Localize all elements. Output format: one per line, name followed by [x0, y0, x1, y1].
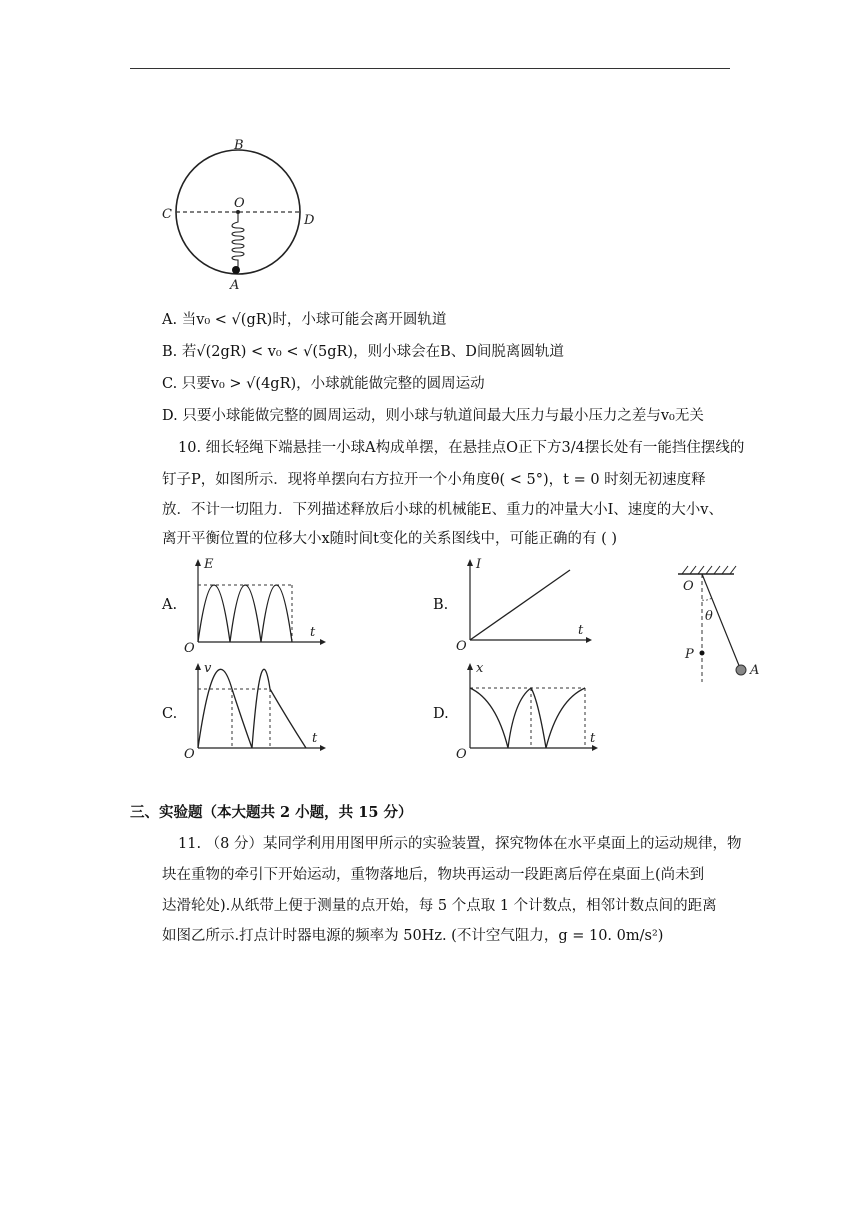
q11-line-3: 达滑轮处).从纸带上便于测量的点开始，每 5 个点取 1 个计数点，相邻计数点间的距离 [162, 898, 717, 914]
graph-d-xlabel: t [590, 731, 596, 746]
q9-circle-figure [158, 134, 328, 296]
section3-heading: 三、实验题（本大题共 2 小题，共 15 分） [130, 804, 413, 821]
graph-d-ylabel: x [476, 661, 484, 676]
q9-option-c: C. 只要v₀ > √(4gR)，小球就能做完整的圆周运动 [162, 376, 485, 392]
graph-a-E-vs-t [180, 556, 330, 656]
q9-option-a: A. 当v₀ < √(gR)时，小球可能会离开圆轨道 [162, 312, 447, 328]
pendulum-figure [670, 562, 780, 688]
q11-line-4: 如图乙所示.打点计时器电源的频率为 50Hz. (不计空气阻力，g = 10. 0m/s²) [162, 928, 664, 944]
graph-d-x-vs-t [452, 660, 602, 765]
graph-a-ylabel: E [204, 557, 214, 572]
label-O: O [234, 196, 245, 211]
graph-b-origin: O [456, 639, 467, 654]
label-C: C [162, 207, 172, 222]
graph-c-xlabel: t [312, 731, 318, 746]
q11-line-1: 11. （8 分）某同学利用用图甲所示的实验装置，探究物体在水平桌面上的运动规律，物 [178, 836, 742, 852]
graph-d-origin: O [456, 747, 467, 762]
graph-c-option: C. [162, 706, 178, 722]
graph-a-origin: O [184, 641, 195, 656]
q9-option-d: D. 只要小球能做完整的圆周运动，则小球与轨道间最大压力与最小压力之差与v₀无关 [162, 408, 704, 424]
graph-b-xlabel: t [578, 623, 584, 638]
graph-c-origin: O [184, 747, 195, 762]
graph-a-xlabel: t [310, 625, 316, 640]
pendulum-label-theta: θ [705, 609, 713, 624]
q9-option-b: B. 若√(2gR) < v₀ < √(5gR)，则小球会在B、D间脱离圆轨道 [162, 344, 564, 360]
pendulum-label-O: O [683, 579, 694, 594]
graph-b-I-vs-t [452, 556, 602, 656]
graph-d-option: D. [433, 706, 449, 722]
label-D: D [304, 213, 315, 228]
graph-b-option: B. [433, 597, 449, 613]
graph-b-ylabel: I [476, 557, 482, 572]
graph-c-ylabel: v [204, 661, 212, 676]
q11-line-2: 块在重物的牵引下开始运动，重物落地后，物块再运动一段距离后停在桌面上(尚未到 [162, 867, 705, 883]
q10-line-4: 离开平衡位置的位移大小x随时间t变化的关系图线中，可能正确的有 ( ) [162, 531, 618, 547]
graph-a-option: A. [162, 597, 178, 613]
pendulum-label-A: A [750, 663, 760, 678]
label-B: B [234, 138, 244, 153]
header-rule [130, 68, 730, 69]
pendulum-label-P: P [685, 647, 694, 662]
q10-line-2: 钉子P，如图所示．现将单摆向右方拉开一个小角度θ( < 5°)，t = 0 时刻无初速度释 [162, 472, 706, 488]
graph-c-v-vs-t [180, 660, 330, 765]
label-A: A [230, 278, 240, 293]
q10-line-1: 10. 细长轻绳下端悬挂一小球A构成单摆，在悬挂点O正下方3/4摆长处有一能挡住摆线的 [178, 440, 745, 456]
q10-line-3: 放．不计一切阻力．下列描述释放后小球的机械能E、重力的冲量大小I、速度的大小v、 [162, 502, 724, 518]
spring-icon [232, 214, 244, 268]
